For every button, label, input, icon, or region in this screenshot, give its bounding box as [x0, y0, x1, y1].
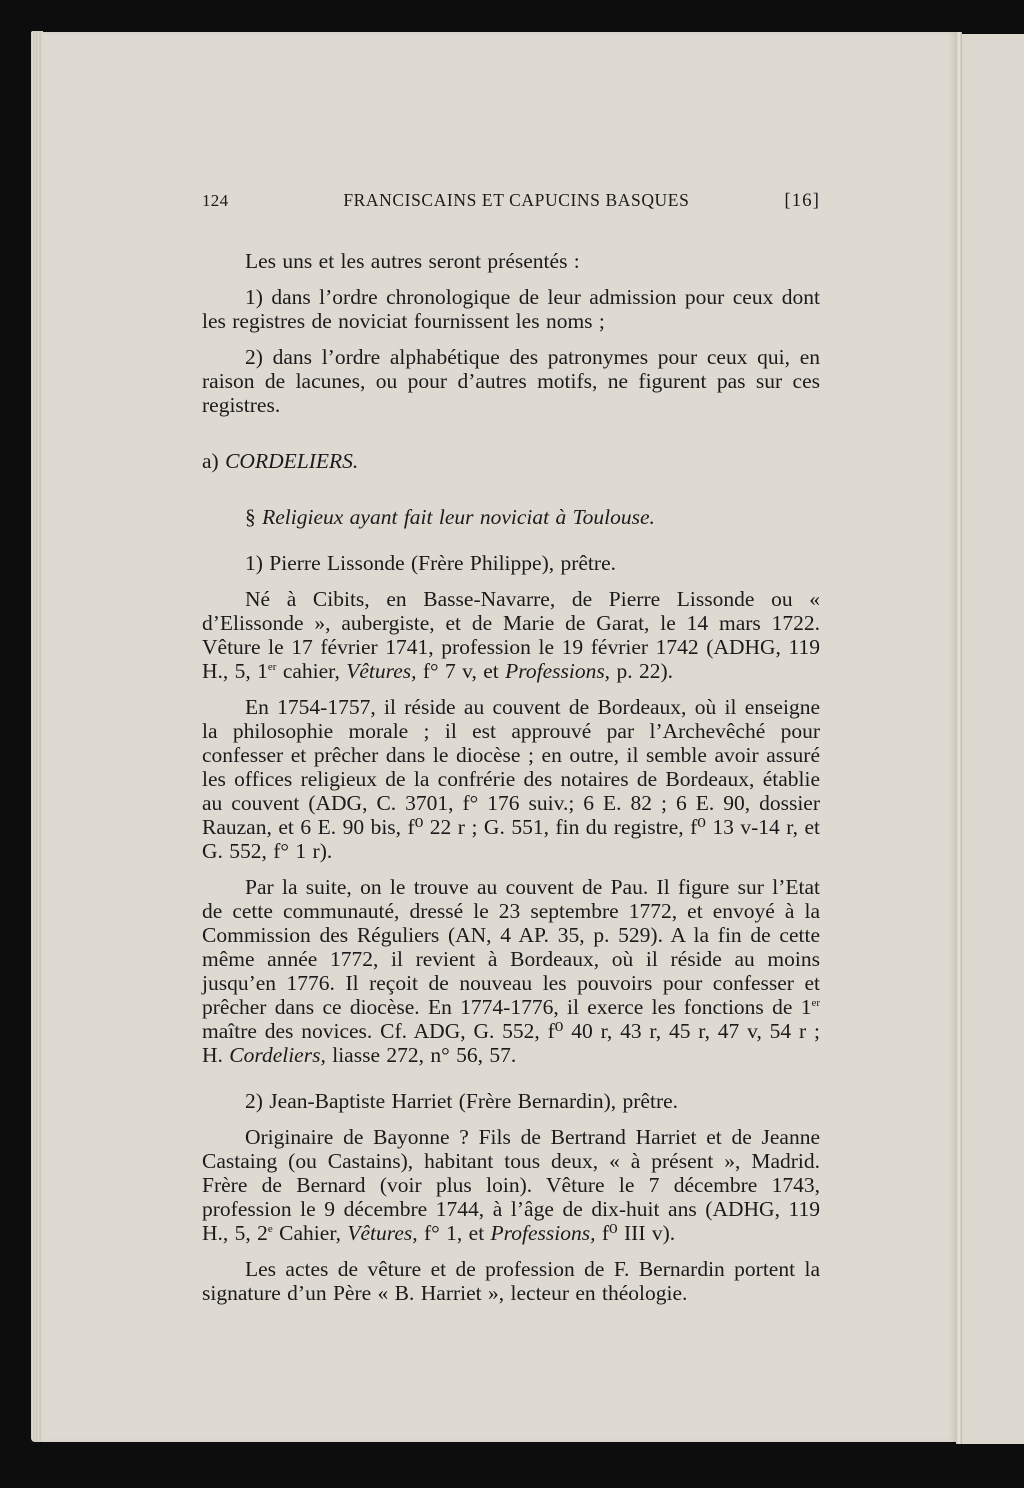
italic-title: Vêtures,	[347, 1221, 418, 1245]
intro-item-1: 1) dans l’ordre chronologique de leur admission pour ceux dont les registres de noviciat fournissent les noms ;	[202, 285, 820, 333]
entry-1-paragraph-3	[202, 875, 820, 1067]
italic-title: Vêtures,	[346, 659, 417, 683]
italic-title: Professions,	[505, 659, 611, 683]
superscript: er	[267, 661, 277, 673]
subsection-heading	[202, 505, 820, 529]
text-run: liasse 272, n° 56, 57.	[325, 1043, 517, 1067]
section-heading	[202, 449, 820, 473]
section-label: a)	[202, 449, 219, 473]
page-number: 124	[202, 191, 229, 210]
entry-2-paragraph-1	[202, 1125, 820, 1245]
superscript: e	[267, 1223, 273, 1235]
facing-page-edge	[962, 34, 1024, 1444]
text-run: f° 7 v, et	[416, 659, 506, 683]
entry-2-heading: 2) Jean-Baptiste Harriet (Frère Bernardin), prêtre.	[245, 1089, 679, 1113]
text-run: Cahier,	[272, 1221, 348, 1245]
italic-title: Professions,	[490, 1221, 596, 1245]
section-mark: §	[245, 505, 256, 529]
text-run: f° 1, et	[417, 1221, 491, 1245]
text-run: p. 22).	[610, 659, 673, 683]
text-run: Par la suite, on le trouve au couvent de Pau. Il figure sur l’Etat de cette communauté, dressé le 23 septembre 1772, et envoyé à la Commission des Réguliers (AN, 4 AP. 35, p. 529). A la fin de cette même année 1772, il revient à Bordeaux, où il réside au moins jusqu’en 1776. Il reçoit de nouveau les pouvoirs pour confesser et prêcher dans ce diocèse. En 1774-1776, il exerce les fonctions de 1	[202, 875, 820, 1019]
entry-1-paragraph-2: En 1754-1757, il réside au couvent de Bordeaux, où il enseigne la philosophie morale ; il est approuvé par l’Archevêché pour confesser et prêcher dans le diocèse ; en outre, il semble avoir assuré les offices religieux de la confrérie des notaires de Bordeaux, établie au couvent (ADG, C. 3701, f° 176 suiv.; 6 E. 82 ; 6 E. 90, dossier Rauzan, et 6 E. 90 bis, f⁰ 22 r ; G. 551, fin du registre, f⁰ 13 v-14 r, et G. 552, f° 1 r).	[202, 695, 820, 863]
italic-title: Cordeliers,	[229, 1043, 326, 1067]
running-head	[202, 188, 820, 213]
running-title: FRANCISCAINS ET CAPUCINS BASQUES	[343, 190, 690, 210]
entry-1-paragraph-1	[202, 587, 820, 683]
entry-2-paragraph-2: Les actes de vêture et de profession de F. Bernardin portent la signature d’un Père « B. Harriet », lecteur en théologie.	[202, 1257, 820, 1305]
text-run: cahier,	[276, 659, 347, 683]
intro-line: Les uns et les autres seront présentés :	[245, 249, 580, 273]
text-run: Né à Cibits, en Basse-Navarre, de Pierre Lissonde ou « d’Elissonde », aubergiste, et de Marie de Garat, le 14 mars 1722. Vêture le 17 février 1741, profession le 19 février 1742 (ADHG, 119 H., 5, 1	[202, 587, 820, 683]
page-content	[202, 188, 820, 1305]
intro-item-2: 2) dans l’ordre alphabétique des patronymes pour ceux qui, en raison de lacunes, ou pour d’autres motifs, ne figurent pas sur ces registres.	[202, 345, 820, 417]
section-title: CORDELIERS.	[225, 449, 359, 473]
text-run: Originaire de Bayonne ? Fils de Bertrand Harriet et de Jeanne Castaing (ou Castains), habitant tous deux, « à présent », Madrid. Frère de Bernard (voir plus loin). Vêture le 7 décembre 1743, profession le 9 décembre 1744, à l’âge de dix-huit ans (ADHG, 119 H., 5, 2	[202, 1125, 820, 1245]
entry-1-heading: 1) Pierre Lissonde (Frère Philippe), prêtre.	[245, 551, 616, 575]
section-ref: [16]	[784, 190, 820, 211]
subsection-title: Religieux ayant fait leur noviciat à Toulouse.	[262, 505, 655, 529]
superscript: er	[811, 997, 820, 1009]
text-run: f⁰ III v).	[595, 1221, 676, 1245]
text-run: maître des novices. Cf. ADG, G. 552, f⁰ 40 r, 43 r, 45 r, 47 v, 54 r ; H.	[202, 1019, 820, 1067]
